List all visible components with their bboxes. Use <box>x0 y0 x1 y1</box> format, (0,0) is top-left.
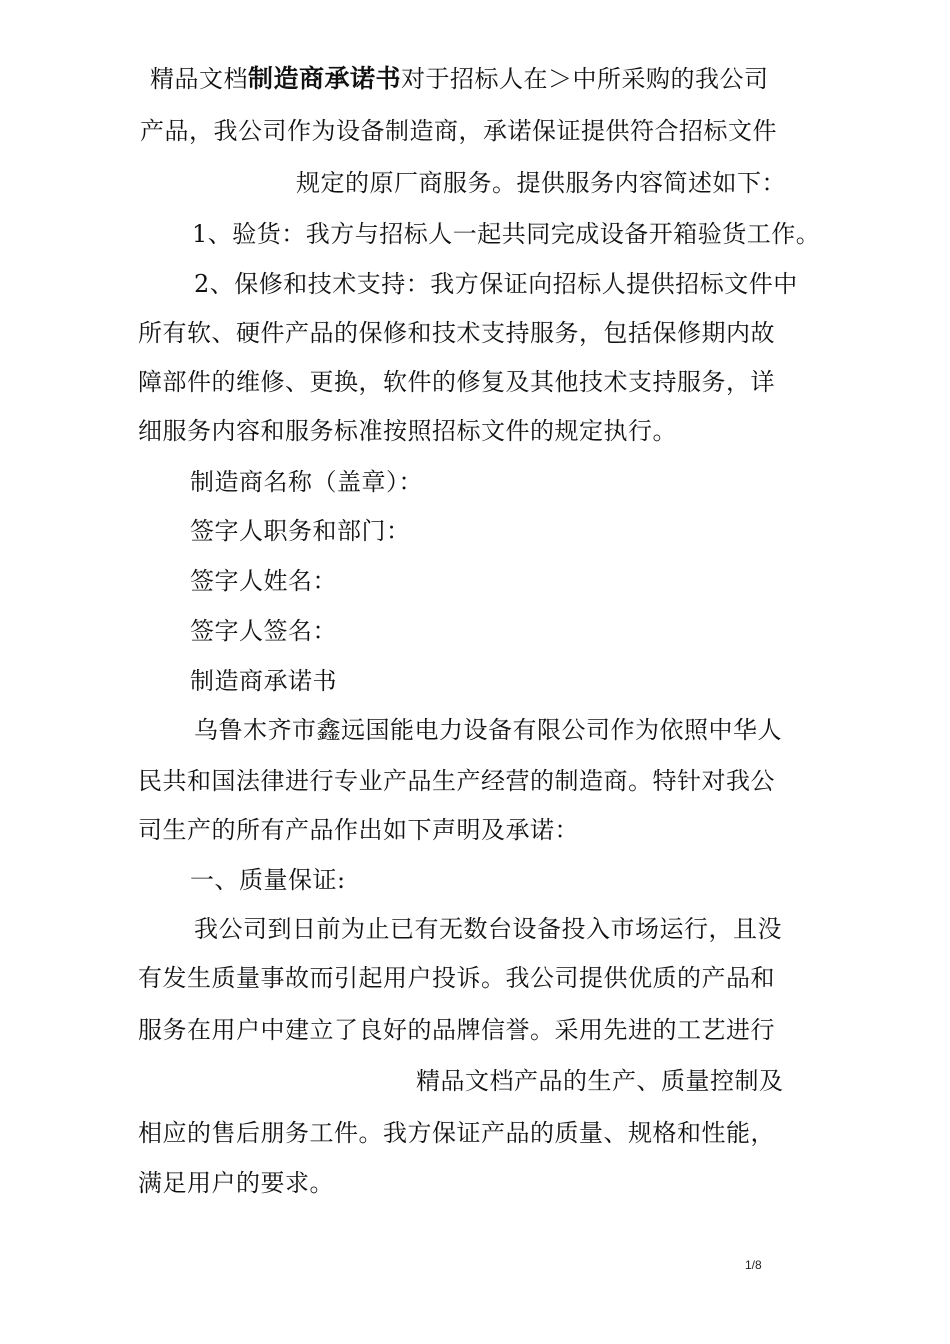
item-1: 1、验货：我方与招标人一起共同完成设备开箱验货工作。 <box>192 220 821 248</box>
field-signer-signature: 签字人签名： <box>190 617 337 645</box>
para-2-line-5: 相应的售后朋务工件。我方保证产品的质量、规格和性能， <box>138 1119 775 1147</box>
para-1-line-1: 乌鲁木齐市鑫远国能电力设备有限公司作为依照中华人 <box>194 716 782 744</box>
item-2-line-4: 细服务内容和服务标准按照招标文件的规定执行。 <box>138 417 677 445</box>
section-heading-quality: 一、质量保证: <box>190 866 346 894</box>
para-1-line-2: 民共和国法律进行专业产品生产经营的制造商。特针对我公 <box>138 767 775 795</box>
intro-line-1: 对于招标人在＞中所采购的我公司 <box>401 65 769 93</box>
header-prefix: 精品文档 <box>150 65 248 93</box>
para-2-line-6: 满足用户的要求。 <box>138 1169 334 1197</box>
item-2-line-3: 障部件的维修、更换，软件的修复及其他技术支持服务，详 <box>138 368 775 396</box>
intro-line-2: 产品，我公司作为设备制造商，承诺保证提供符合招标文件 <box>140 117 777 145</box>
intro-line-3: 规定的原厂商服务。提供服务内容简述如下： <box>296 169 786 197</box>
section-title: 制造商承诺书 <box>190 667 337 695</box>
document-title: 制造商承诺书 <box>248 64 402 93</box>
item-2-line-1: 2、保修和技术支持：我方保证向招标人提供招标文件中 <box>194 270 798 298</box>
para-2-line-1: 我公司到日前为止已有无数台设备投入市场运行，且没 <box>194 915 782 943</box>
para-1-line-3: 司生产的所有产品作出如下声明及承诺： <box>138 816 579 844</box>
field-signer-department: 签字人职务和部门： <box>190 517 411 545</box>
page-number: 1/8 <box>745 1258 762 1272</box>
field-manufacturer-name: 制造商名称（盖章）： <box>190 468 423 496</box>
field-signer-name: 签字人姓名： <box>190 567 337 595</box>
item-2-line-2: 所有软、硬件产品的保修和技术支持服务，包括保修期内故 <box>138 319 775 347</box>
header-line <box>150 64 769 94</box>
para-2-line-4: 精品文档产品的生产、质量控制及 <box>416 1067 784 1095</box>
para-2-line-3: 服务在用户中建立了良好的品牌信誉。采用先进的工艺进行 <box>138 1016 775 1044</box>
para-2-line-2: 有发生质量事故而引起用户投诉。我公司提供优质的产品和 <box>138 964 775 992</box>
